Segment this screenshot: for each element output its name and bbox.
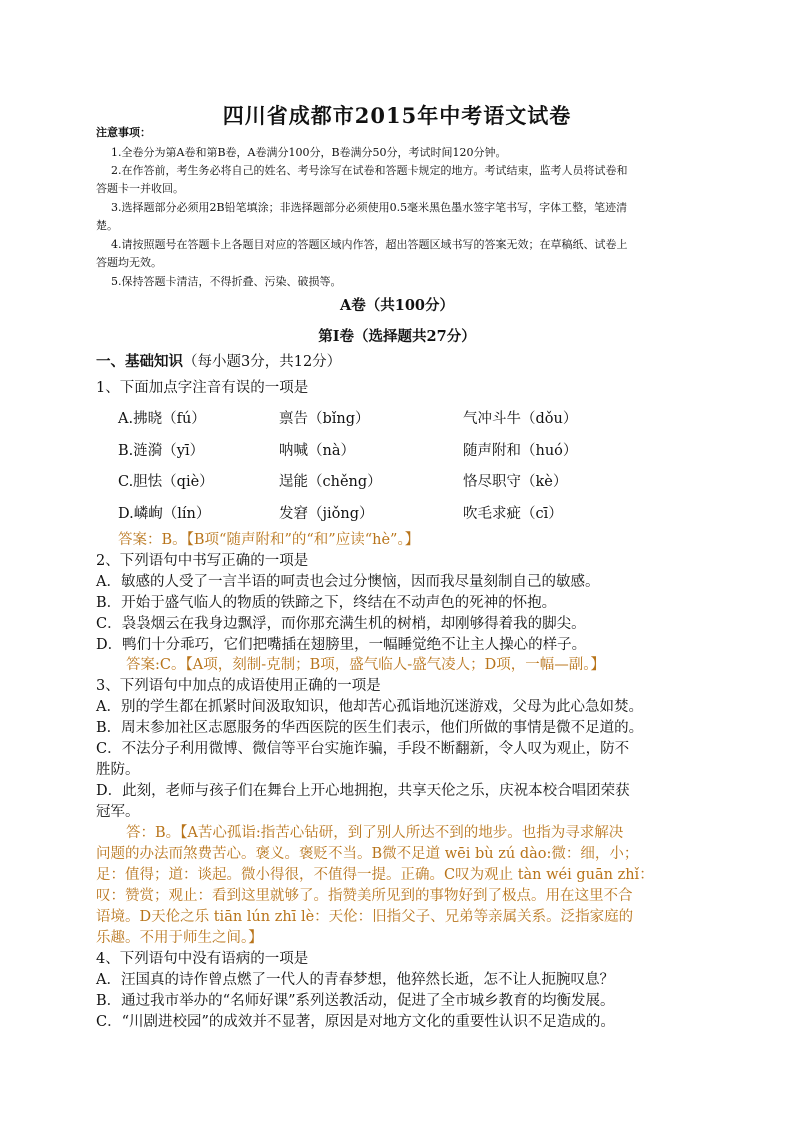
q1-option: 逞能（chěng） <box>279 474 382 490</box>
q4-option: C．“川剧进校园”的成效并不显著，原因是对地方文化的重要性认识不足造成的。 <box>96 1014 615 1030</box>
q1-option: 呐喊（nà） <box>279 443 355 459</box>
section-a-heading: A卷（共100分） <box>339 297 455 314</box>
question-3-stem: 3、下列语句中加点的成语使用正确的一项是 <box>96 678 381 694</box>
q3-option-line: C．不法分子利用微博、微信等平台实施诈骗，手段不断翻新，令人叹为观止，防不 <box>96 741 630 757</box>
question-1-stem: 1、下面加点字注音有误的一项是 <box>96 380 309 396</box>
q3-option-line: D．此刻，老师与孩子们在舞台上开心地拥抱，共享天伦之乐，庆祝本校合唱团荣获 <box>96 783 630 799</box>
q3-answer-line: 叹：赞赏；观止：看到这里就够了。指赞美所见到的事物好到了极点。用在这里不合 <box>96 888 633 904</box>
notice-line: 1.全卷分为第A卷和第B卷，A卷满分100分，B卷满分50分，考试时间120分钟。 <box>111 146 507 159</box>
q3-answer-line: 乐趣。不用于师生之间。】 <box>96 930 263 946</box>
q3-answer-line: 问题的办法而煞费苦心。褒义。褒贬不当。B微不足道 wēi bù zú dào:微：细，小； <box>96 846 639 862</box>
notice-line: 楚。 <box>96 219 118 232</box>
q3-option-line: B．周末参加社区志愿服务的华西医院的医生们表示，他们所做的事情是微不足道的。 <box>96 720 644 736</box>
q2-option: D．鸭们十分乖巧，它们把嘴插在翅膀里，一幅睡觉绝不让主人操心的样子。 <box>96 637 587 653</box>
q3-option-line: 胜防。 <box>96 762 140 778</box>
q4-option: A．汪国真的诗作曾点燃了一代人的青春梦想，他猝然长逝，怎不让人扼腕叹息？ <box>96 972 614 988</box>
q1-option: B.涟漪（yī） <box>118 443 205 459</box>
q1-option: 禀告（bǐng） <box>279 411 370 427</box>
q1-option: C.胆怯（qiè） <box>118 474 214 490</box>
question-2-stem: 2、下列语句中书写正确的一项是 <box>96 553 309 569</box>
q3-option-line: A．别的学生都在抓紧时间汲取知识，他却苦心孤诣地沉迷游戏，父母为此心急如焚。 <box>96 699 643 715</box>
notice-line: 3.选择题部分必须用2B铅笔填涂；非选择题部分必须使用0.5毫米黑色墨水签字笔书写，字体工整，笔迹清 <box>111 201 628 214</box>
section-one-heading: 一、基础知识（每小题3分，共12分） <box>96 353 342 370</box>
q4-option: B．通过我市举办的“名师好课”系列送教活动，促进了全市城乡教育的均衡发展。 <box>96 993 615 1009</box>
q1-option: 随声附和（huó） <box>463 443 578 459</box>
notice-line: 5.保持答题卡清洁，不得折叠、污染、破损等。 <box>111 275 342 288</box>
q1-answer: 答案：B。【B项“随声附和”的“和”应读“hè”。】 <box>118 532 420 548</box>
notice-heading: 注意事项： <box>96 126 151 139</box>
notice-line: 答题卡一并收回。 <box>96 182 184 195</box>
q3-answer-line: 足：值得；道：谈起。微小得很，不值得一提。正确。C叹为观止 tàn wéi guān zhǐ： <box>96 867 654 883</box>
page-title: 四川省成都市2015年中考语文试卷 <box>222 103 572 128</box>
q2-option: A．敏感的人受了一言半语的呵责也会过分懊恼，因而我尽量刻制自己的敏感。 <box>96 574 600 590</box>
q1-option: 发窘（jiǒng） <box>279 506 374 522</box>
q2-option: B．开始于盛气临人的物质的铁蹄之下，终结在不动声色的死神的怀抱。 <box>96 595 557 611</box>
part-one-heading: 第Ⅰ卷（选择题共27分） <box>318 328 476 345</box>
question-4-stem: 4、下列语句中没有语病的一项是 <box>96 951 309 967</box>
q2-answer: 答案:C。【A项，刻制-克制；B项，盛气临人-盛气凌人；D项，一幅—副。】 <box>126 657 606 673</box>
q1-option: 吹毛求疵（cī） <box>463 506 563 522</box>
q1-option: 恪尽职守（kè） <box>463 474 568 490</box>
q3-answer-line: 语境。D天伦之乐 tiān lún zhī lè：天伦：旧指父子、兄弟等亲属关系。泛指家庭的 <box>96 909 634 925</box>
q2-option: C．袅袅烟云在我身边飘浮，而你那充满生机的树梢，却刚够得着我的脚尖。 <box>96 616 586 632</box>
notice-line: 2.在作答前，考生务必将自己的姓名、考号涂写在试卷和答题卡规定的地方。考试结束，监考人员将试卷和 <box>111 164 628 177</box>
q1-option: A.拂晓（fú） <box>118 411 206 427</box>
q3-answer-line: 答：B。【A苦心孤诣:指苦心钻研，到了别人所达不到的地步。也指为寻求解决 <box>126 825 624 841</box>
notice-line: 4.请按照题号在答题卡上各题目对应的答题区域内作答，超出答题区域书写的答案无效；在草稿纸、试卷上 <box>111 238 628 251</box>
q1-option: D.嶙峋（lín） <box>118 506 211 522</box>
q1-option: 气冲斗牛（dǒu） <box>463 411 578 427</box>
q3-option-line: 冠军。 <box>96 804 140 820</box>
notice-line: 答题均无效。 <box>96 256 162 269</box>
